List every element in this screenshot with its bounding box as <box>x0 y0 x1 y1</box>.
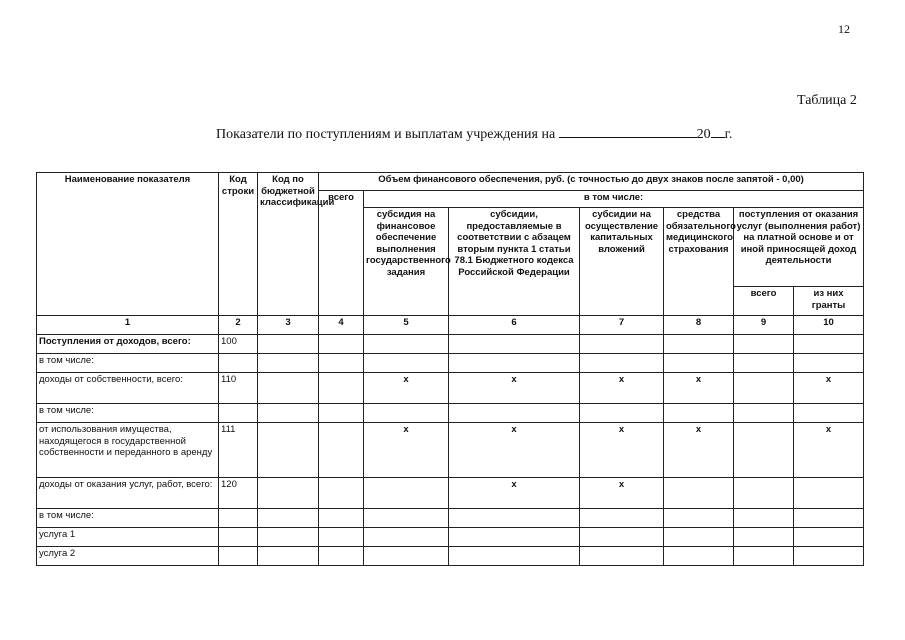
row-cell <box>364 404 449 423</box>
row-cell <box>258 528 319 547</box>
column-number: 6 <box>449 316 580 335</box>
row-cell <box>449 547 580 566</box>
row-cell <box>664 354 734 373</box>
row-cell: x <box>449 478 580 509</box>
row-cell <box>258 404 319 423</box>
document-title <box>216 124 732 143</box>
row-cell <box>449 404 580 423</box>
header-including: в том числе: <box>364 191 864 208</box>
column-number: 4 <box>319 316 364 335</box>
header-col9-10: поступления от оказания услуг (выполнения работ) на платной основе и от иной приносящей доход деятельности <box>734 208 864 287</box>
year-blank <box>711 124 725 138</box>
row-cell <box>664 404 734 423</box>
row-cell <box>364 547 449 566</box>
header-col8: средства обязательного медицинского страхования <box>664 208 734 316</box>
row-cell <box>794 404 864 423</box>
row-cell <box>580 404 664 423</box>
row-cell <box>664 478 734 509</box>
row-cell <box>734 547 794 566</box>
table-row <box>37 354 864 373</box>
row-cell: x <box>664 423 734 478</box>
row-cell <box>364 354 449 373</box>
row-cell <box>664 335 734 354</box>
row-cell <box>580 528 664 547</box>
row-name: доходы от собственности, всего: <box>37 373 219 404</box>
row-name: в том числе: <box>37 509 219 528</box>
row-cell <box>664 509 734 528</box>
row-cell: x <box>580 373 664 404</box>
header-col7: субсидии на осуществление капитальных вложений <box>580 208 664 316</box>
row-cell <box>734 478 794 509</box>
column-number: 8 <box>664 316 734 335</box>
row-code <box>219 509 258 528</box>
row-cell <box>734 528 794 547</box>
row-cell <box>580 354 664 373</box>
row-cell <box>258 335 319 354</box>
header-col10: из них гранты <box>794 287 864 316</box>
row-name: Поступления от доходов, всего: <box>37 335 219 354</box>
header-col5: субсидия на финансовое обеспечение выполнения государственного задания <box>364 208 449 316</box>
table-row <box>37 423 864 478</box>
row-cell <box>580 509 664 528</box>
row-cell <box>794 354 864 373</box>
row-code <box>219 354 258 373</box>
column-number-row <box>37 316 864 335</box>
row-name: в том числе: <box>37 354 219 373</box>
row-cell <box>664 547 734 566</box>
row-cell <box>449 528 580 547</box>
table-row <box>37 509 864 528</box>
row-cell <box>364 509 449 528</box>
row-code: 120 <box>219 478 258 509</box>
column-number: 3 <box>258 316 319 335</box>
table-row <box>37 528 864 547</box>
row-cell <box>319 335 364 354</box>
row-cell <box>258 373 319 404</box>
row-code <box>219 547 258 566</box>
row-code: 100 <box>219 335 258 354</box>
page-number: 12 <box>838 22 850 36</box>
row-cell <box>734 373 794 404</box>
table-body <box>37 335 864 566</box>
title-year-prefix: 20 <box>696 127 711 142</box>
row-cell <box>664 528 734 547</box>
row-name: от использования имущества, находящегося в государственной собственности и переданного в аренду <box>37 423 219 478</box>
table-row <box>37 335 864 354</box>
column-number: 10 <box>794 316 864 335</box>
row-name: услуга 1 <box>37 528 219 547</box>
row-cell <box>319 373 364 404</box>
row-cell: x <box>794 373 864 404</box>
row-cell <box>319 354 364 373</box>
row-cell: x <box>449 373 580 404</box>
row-cell <box>319 423 364 478</box>
row-cell <box>794 528 864 547</box>
column-number: 9 <box>734 316 794 335</box>
header-col6: субсидии, предоставляемые в соответствии с абзацем вторым пункта 1 статьи 78.1 Бюджетного кодекса Российской Федерации <box>449 208 580 316</box>
row-cell <box>794 335 864 354</box>
row-cell <box>734 335 794 354</box>
row-cell <box>580 335 664 354</box>
column-number: 7 <box>580 316 664 335</box>
row-code <box>219 528 258 547</box>
row-code: 111 <box>219 423 258 478</box>
row-cell <box>449 335 580 354</box>
header-col9: всего <box>734 287 794 316</box>
header-name: Наименование показателя <box>37 173 219 316</box>
receipts-table <box>36 172 864 566</box>
header-row-code: Код строки <box>219 173 258 316</box>
row-cell <box>449 354 580 373</box>
row-cell: x <box>364 423 449 478</box>
table-row <box>37 547 864 566</box>
row-cell <box>794 509 864 528</box>
header-funding-volume: Объем финансового обеспечения, руб. (с точностью до двух знаков после запятой - 0,00) <box>319 173 864 191</box>
row-cell: x <box>449 423 580 478</box>
column-number: 5 <box>364 316 449 335</box>
row-cell <box>734 354 794 373</box>
row-cell <box>258 478 319 509</box>
row-cell <box>319 509 364 528</box>
row-cell: x <box>794 423 864 478</box>
row-name: в том числе: <box>37 404 219 423</box>
row-code: 110 <box>219 373 258 404</box>
row-cell <box>734 404 794 423</box>
header-budget-code: Код по бюджетной классификации <box>258 173 319 316</box>
row-cell <box>364 478 449 509</box>
row-cell: x <box>580 478 664 509</box>
row-cell <box>319 528 364 547</box>
date-blank <box>559 124 697 138</box>
row-cell <box>449 509 580 528</box>
row-cell: x <box>580 423 664 478</box>
row-cell <box>794 478 864 509</box>
table-row <box>37 404 864 423</box>
row-cell <box>258 423 319 478</box>
row-cell <box>319 547 364 566</box>
row-cell <box>794 547 864 566</box>
header-row-1 <box>37 173 864 191</box>
column-number: 2 <box>219 316 258 335</box>
row-cell <box>580 547 664 566</box>
table-row <box>37 373 864 404</box>
row-cell <box>364 335 449 354</box>
title-text: Показатели по поступлениям и выплатам учреждения на <box>216 127 556 142</box>
row-cell <box>258 547 319 566</box>
row-cell: x <box>664 373 734 404</box>
row-cell <box>258 509 319 528</box>
row-code <box>219 404 258 423</box>
row-name: доходы от оказания услуг, работ, всего: <box>37 478 219 509</box>
row-cell <box>734 509 794 528</box>
column-number: 1 <box>37 316 219 335</box>
table-label: Таблица 2 <box>797 93 857 108</box>
row-name: услуга 2 <box>37 547 219 566</box>
row-cell <box>319 404 364 423</box>
row-cell <box>319 478 364 509</box>
row-cell: x <box>364 373 449 404</box>
header-total: всего <box>319 191 364 316</box>
title-suffix: г. <box>724 127 733 142</box>
row-cell <box>364 528 449 547</box>
row-cell <box>734 423 794 478</box>
row-cell <box>258 354 319 373</box>
table-row <box>37 478 864 509</box>
